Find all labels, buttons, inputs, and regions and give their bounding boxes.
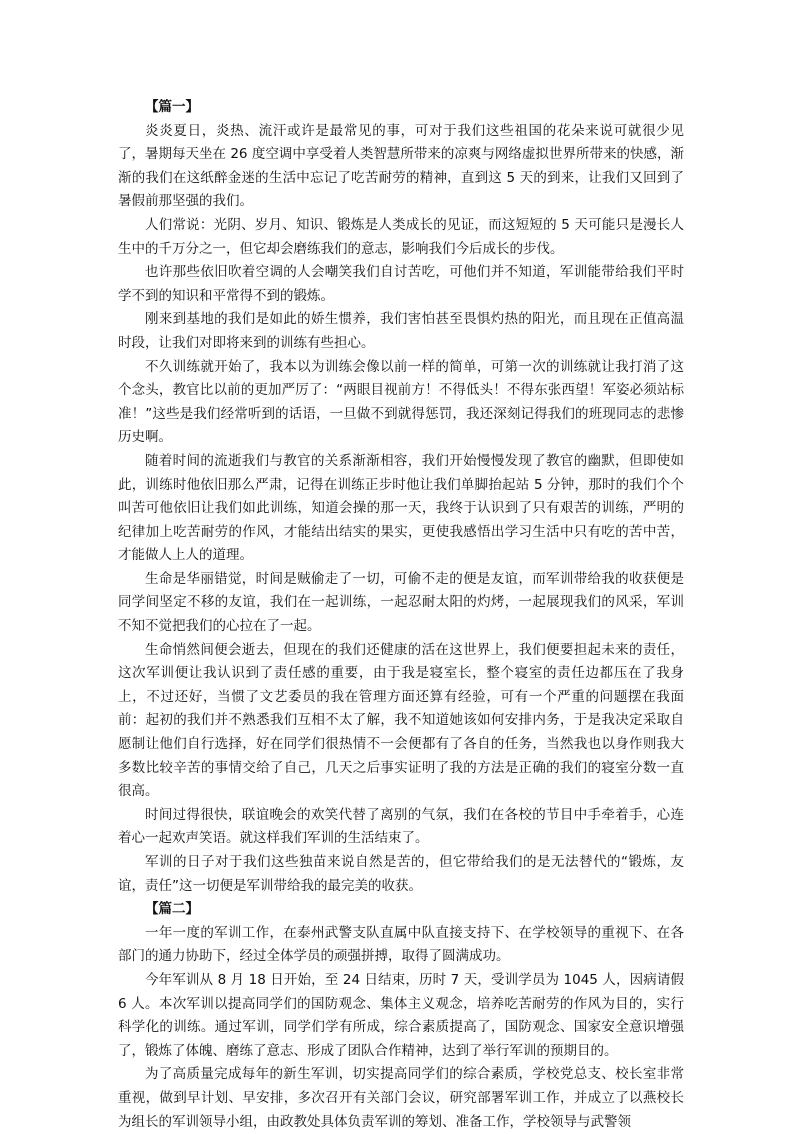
paragraph: 一年一度的军训工作，在泰州武警支队直属中队直接支持下、在学校领导的重视下、在各部门的通力协助下，经过全体学员的顽强拼搏，取得了圆满成功。	[118, 924, 684, 965]
paragraph: 时间过得很快，联谊晚会的欢笑代替了离别的气氛，我们在各校的节目中手牵着手，心连着心一起欢声笑语。就这样我们军训的生活结束了。	[118, 806, 684, 847]
paragraph: 不久训练就开始了，我本以为训练会像以前一样的简单，可第一次的训练就让我打消了这个念头，教官比以前的更加严厉了：“两眼目视前方！不得低头！不得东张西望！军姿必须站标准！”这些是我们经常听到的话语，一旦做不到就得惩罚，我还深刻记得我们的班现同志的悲惨历史啊。	[118, 358, 684, 446]
paragraph: 今年军训从 8 月 18 日开始，至 24 日结束，历时 7 天，受训学员为 1045 人，因病请假 6 人。本次军训以提高同学们的国防观念、集体主义观念，培养吃苦耐劳的作风为目的，实行科学化的训练。通过军训，同学们学有所成，综合素质提高了，国防观念、国家安全意识增强了，锻炼了体魄、磨练了意志、形成了团队合作精神，达到了举行军训的预期目的。	[118, 971, 684, 1059]
paragraph: 随着时间的流逝我们与教官的关系渐渐相容，我们开始慢慢发现了教官的幽默，但即使如此，训练时他依旧那么严肃，记得在训练正步时他让我们单脚抬起站 5 分钟，那时的我们个个叫苦可他依旧让我们如此训练，知道会操的那一天，我终于认识到了只有艰苦的训练，严明的纪律加上吃苦耐劳的作风，才能结出结实的果实，更使我感悟出学习生活中只有吃的苦中苦，才能做人上人的道理。	[118, 452, 684, 564]
paragraph: 人们常说：光阴、岁月、知识、锻炼是人类成长的见证，而这短短的 5 天可能只是漫长人生中的千万分之一，但它却会磨练我们的意志，影响我们今后成长的步伐。	[118, 216, 684, 257]
document-body	[118, 96, 684, 1134]
paragraph: 为了高质量完成每年的新生军训，切实提高同学们的综合素质，学校党总支、校长室非常重视，做到早计划、早安排，多次召开有关部门会议，研究部署军训工作，并成立了以燕校长为组长的军训领导小组，由政教处具体负责军训的筹划、准备工作，学校领导与武警领	[118, 1066, 684, 1130]
section-heading: 【篇二】	[145, 901, 199, 918]
paragraph: 炎炎夏日，炎热、流汗或许是最常见的事，可对于我们这些祖国的花朵来说可就很少见了，暑期每天坐在 26 度空调中享受着人类智慧所带来的凉爽与网络虚拟世界所带来的快感，渐渐的我们在这纸醉金迷的生活中忘记了吃苦耐劳的精神，直到这 5 天的到来，让我们又回到了暑假前那坚强的我们。	[118, 122, 684, 210]
section-heading: 【篇一】	[145, 99, 199, 115]
section-1	[118, 96, 684, 898]
section-2	[118, 898, 684, 1134]
paragraph: 生命悄然间便会逝去，但现在的我们还健康的活在这世界上，我们便要担起未来的责任，这次军训便让我认识到了责任感的重要，由于我是寝室长，整个寝室的责任边都压在了我身上，不过还好，当惯了文艺委员的我在管理方面还算有经验，可有一个严重的问题摆在我面前：起初的我们并不熟悉我们互相不太了解，我不知道她该如何安排内务，于是我决定采取自愿制让他们自行选择，好在同学们很热情不一会便都有了各自的任务，当然我也以身作则我大多数比较辛苦的事情交给了自己，几天之后事实证明了我的方法是正确的我们的寝室分数一直很高。	[118, 641, 684, 800]
paragraph: 也许那些依旧吹着空调的人会嘲笑我们自讨苦吃，可他们并不知道，军训能带给我们平时学不到的知识和平常得不到的锻炼。	[118, 264, 684, 304]
paragraph: 军训的日子对于我们这些独苗来说自然是苦的，但它带给我们的是无法替代的“锻炼，友谊，责任”这一切便是军训带给我的最完美的收获。	[118, 854, 684, 894]
paragraph: 生命是华丽错觉，时间是贼偷走了一切，可偷不走的便是友谊，而军训带给我的收获便是同学间坚定不移的友谊，我们在一起训练，一起忍耐太阳的灼烤，一起展现我们的风采，军训不知不觉把我们的心拉在了一起。	[118, 570, 684, 635]
paragraph: 刚来到基地的我们是如此的娇生惯养，我们害怕甚至畏惧灼热的阳光，而且现在正值高温时段，让我们对即将来到的训练有些担心。	[118, 311, 684, 351]
